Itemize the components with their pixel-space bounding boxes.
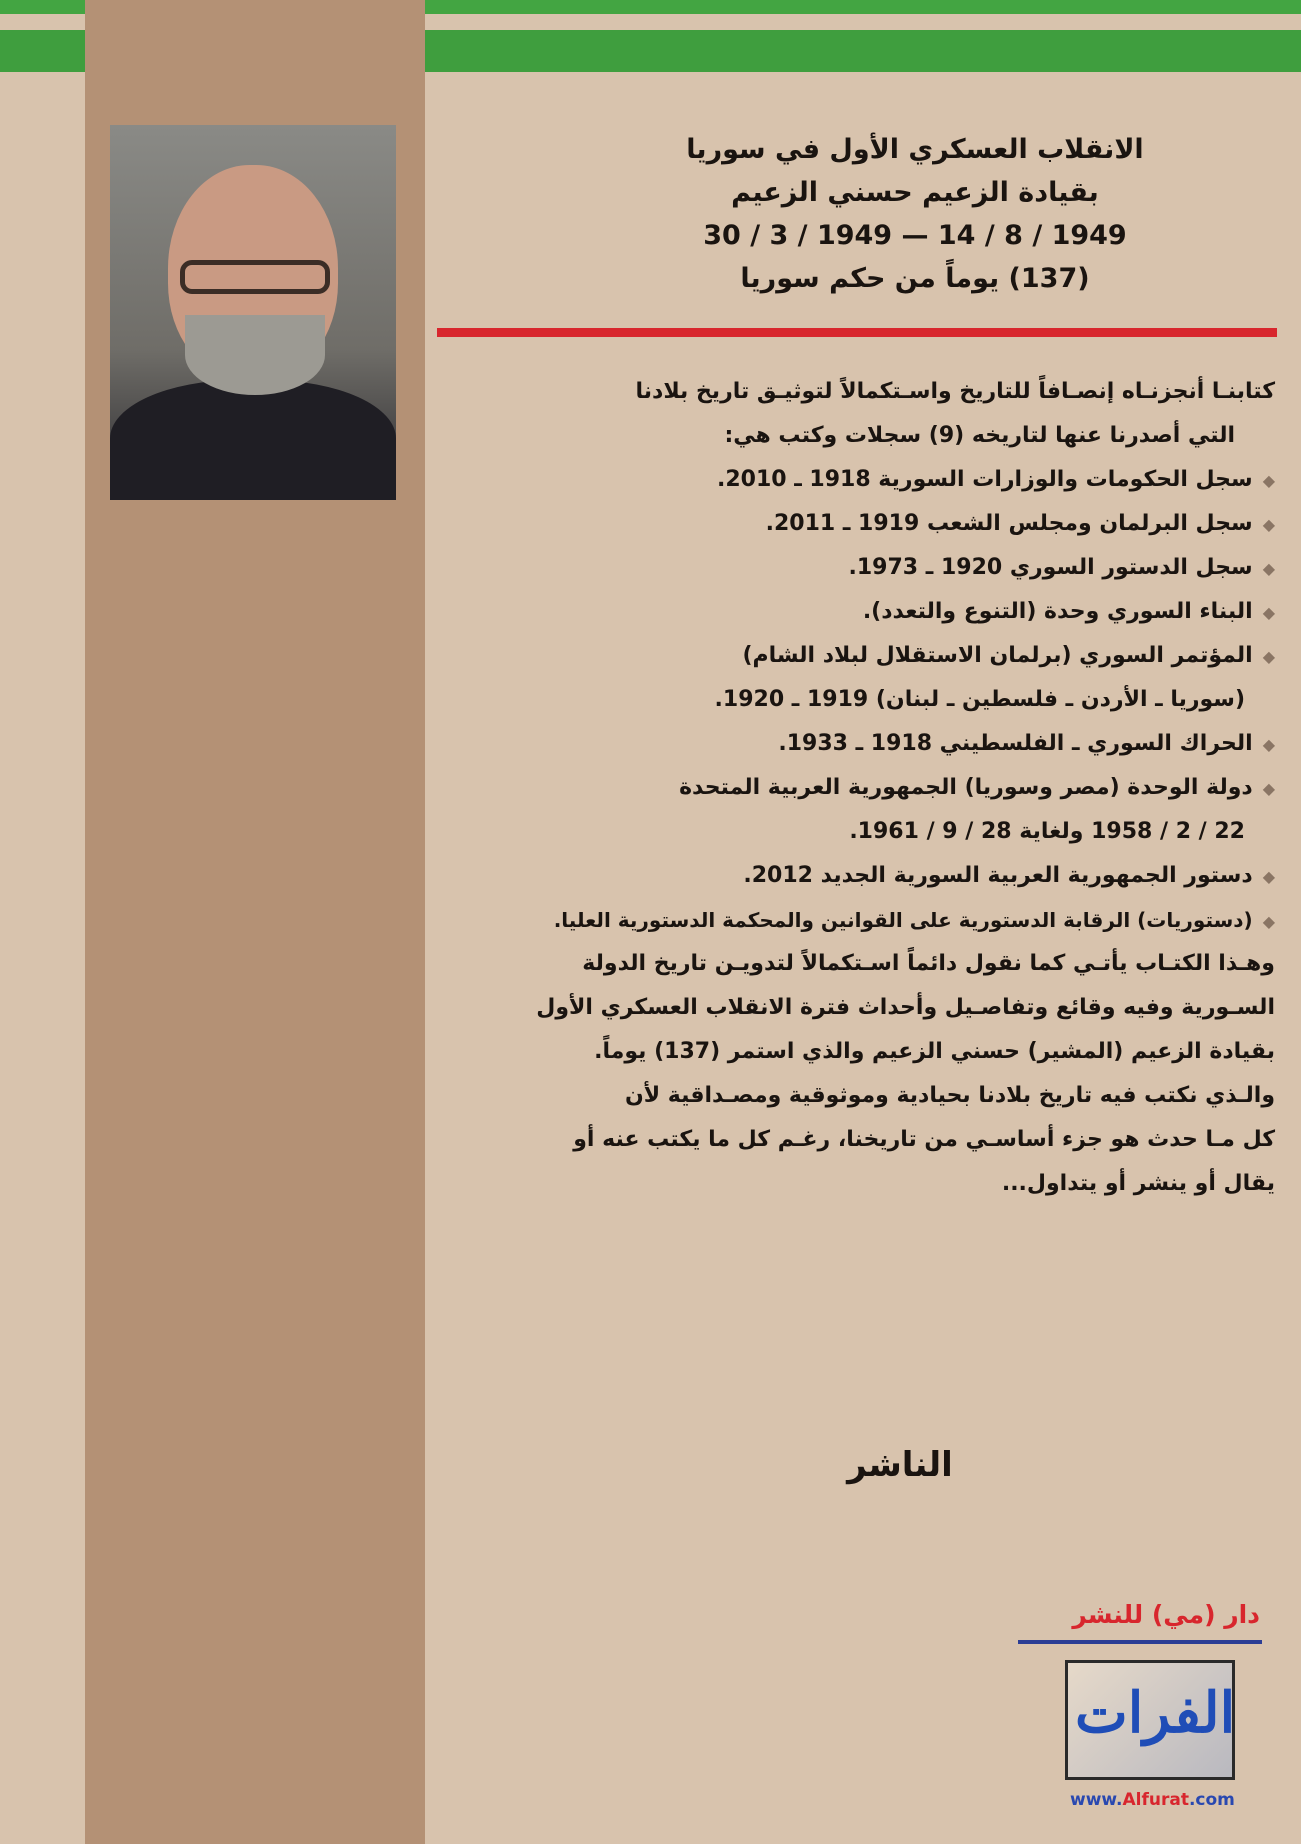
title-duration: (137) يوماً من حكم سوريا <box>740 263 1090 294</box>
diamond-bullet-icon: ◆ <box>1262 603 1275 622</box>
book-item-continuation: (سوريا ـ الأردن ـ فلسطين ـ لبنان) 1919 ـ 1920. <box>714 687 1245 712</box>
book-item: ◆الحراك السوري ـ الفلسطيني 1918 ـ 1933. <box>430 722 1275 766</box>
book-item: ◆سجل البرلمان ومجلس الشعب 1919 ـ 2011. <box>430 502 1275 546</box>
diamond-bullet-icon: ◆ <box>1262 515 1275 534</box>
alfurat-logo <box>1005 1650 1255 1825</box>
photo-glasses <box>180 260 330 294</box>
book-item: ◆دستور الجمهورية العربية السورية الجديد 2012. <box>430 854 1275 898</box>
book-item: ◆البناء السوري وحدة (التنوع والتعدد). <box>430 590 1275 634</box>
photo-beard <box>185 315 325 395</box>
diamond-bullet-icon: ◆ <box>1262 779 1275 798</box>
paragraph-1-line-1: وهـذا الكتـاب يأتـي كما نقول دائماً اسـتكمالاً لتدويـن تاريخ الدولة <box>582 951 1275 976</box>
diamond-bullet-icon: ◆ <box>1262 647 1275 666</box>
paragraph-1-line-2: السـورية وفيه وقائع وتفاصـيل وأحداث فترة الانقلاب العسكري الأول <box>536 995 1275 1020</box>
publisher-signature: الناشر <box>847 1445 953 1485</box>
book-item: ◆دولة الوحدة (مصر وسوريا) الجمهورية العربية المتحدة <box>430 766 1275 810</box>
red-divider <box>437 328 1277 337</box>
diamond-bullet-icon: ◆ <box>1262 912 1275 931</box>
intro-line-1: كتابنـا أنجزنـاه إنصـافاً للتاريخ واسـتكمالاً لتوثيـق تاريخ بلادنا <box>635 379 1275 404</box>
title-line-2: بقيادة الزعيم حسني الزعيم <box>731 177 1099 208</box>
intro-line-2: التي أصدرنا عنها لتاريخه (9) سجلات وكتب هي: <box>724 423 1235 448</box>
book-item: ◆سجل الدستور السوري 1920 ـ 1973. <box>430 546 1275 590</box>
diamond-bullet-icon: ◆ <box>1262 559 1275 578</box>
title-line-1: الانقلاب العسكري الأول في سوريا <box>686 134 1144 165</box>
description-body <box>430 370 1275 1206</box>
paragraph-2-line-1: والـذي نكتب فيه تاريخ بلادنا بحيادية وموثوقية ومصـداقية لأن <box>624 1083 1275 1108</box>
book-item-continuation: 22 / 2 / 1958 ولغاية 28 / 9 / 1961. <box>849 819 1245 844</box>
paragraph-1-line-3: بقيادة الزعيم (المشير) حسني الزعيم والذي استمر (137) يوماً. <box>594 1039 1275 1064</box>
photo-jacket <box>110 380 396 500</box>
diamond-bullet-icon: ◆ <box>1262 867 1275 886</box>
publisher-house-name: دار (مي) للنشر <box>1072 1600 1260 1629</box>
title-block <box>430 128 1275 300</box>
logo-text: الفرات <box>1075 1680 1236 1746</box>
book-item: ◆المؤتمر السوري (برلمان الاستقلال لبلاد الشام) <box>430 634 1275 678</box>
diamond-bullet-icon: ◆ <box>1262 471 1275 490</box>
website-url: www.Alfurat.com <box>1070 1790 1235 1810</box>
book-item: ◆(دستوريات) الرقابة الدستورية على القوانين والمحكمة الدستورية العليا. <box>430 898 1275 942</box>
paragraph-2-line-3: يقال أو ينشر أو يتداول... <box>1001 1171 1275 1196</box>
publisher-underline <box>1018 1640 1262 1644</box>
diamond-bullet-icon: ◆ <box>1262 735 1275 754</box>
author-photo <box>110 125 396 500</box>
title-dates: 30 / 3 / 1949 — 14 / 8 / 1949 <box>703 220 1127 251</box>
paragraph-2-line-2: كل مـا حدث هو جزء أساسـي من تاريخنا، رغـم كل ما يكتب عنه أو <box>573 1127 1275 1152</box>
book-item: ◆سجل الحكومات والوزارات السورية 1918 ـ 2010. <box>430 458 1275 502</box>
